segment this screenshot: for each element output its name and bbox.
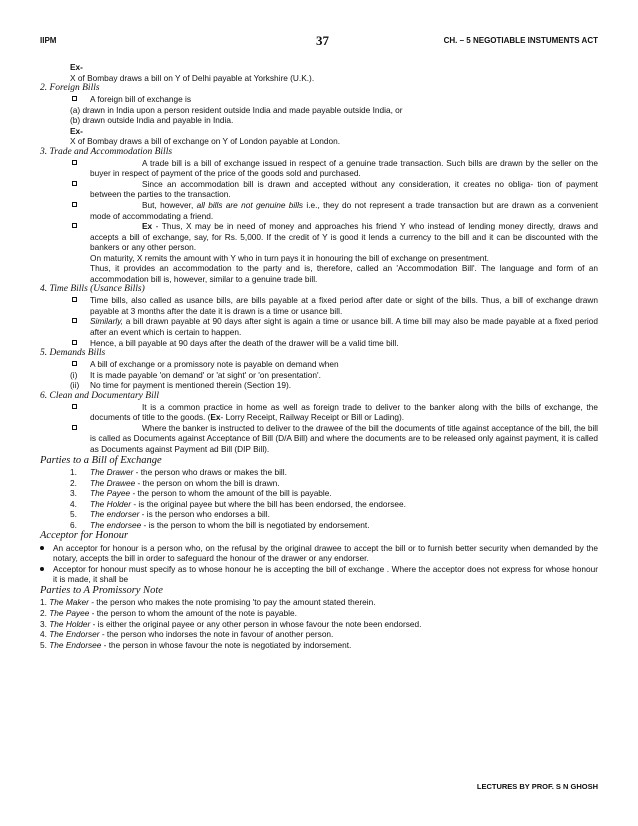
list-term: The Endorser — [49, 629, 100, 640]
section-heading-trade: 3. Trade and Accommodation Bills — [40, 146, 173, 157]
list-number: 5. — [40, 639, 50, 650]
list-text: - is either the original payee or any other person in whose favour the note been endorsed. — [90, 618, 422, 629]
bullet-item — [40, 179, 598, 200]
example-label: Ex — [210, 412, 221, 423]
list-number: (i) — [70, 369, 78, 380]
list-number: (ii) — [70, 380, 80, 391]
list-number: 1. — [70, 467, 77, 477]
list-item — [40, 499, 598, 510]
bullet-text: An acceptor for honour is a person who, on the refusal by the original drawee to accept the bill or to furnish better security when demanded by the notary, accepts the bill in order to safeguard the honour of the drawer or any endorser. — [53, 542, 598, 564]
checkbox-bullet-icon — [72, 404, 77, 409]
list-text: - the person on whom the bill is drawn. — [135, 477, 280, 488]
section-heading-foreign: 2. Foreign Bills — [40, 83, 100, 94]
checkbox-bullet-icon — [72, 202, 77, 207]
list-term: The Holder — [90, 498, 132, 509]
checkbox-bullet-icon — [72, 340, 77, 345]
list-term: The Payee — [49, 608, 90, 619]
bullet-item — [40, 316, 598, 337]
bullet-item — [40, 200, 598, 221]
bullet-text: a bill drawn payable at 90 days after sight is again a time or usance bill. A time bill may also be made payable at a fixed period after an event which is certain to happen. — [90, 316, 598, 338]
list-item — [40, 597, 598, 608]
list-text: - is the person who endorses a bill. — [139, 509, 270, 520]
list-term: The Drawer — [90, 467, 134, 477]
list-item — [40, 509, 598, 520]
paragraph-line: (b) drawn outside India and payable in India. — [70, 115, 234, 126]
checkbox-bullet-icon — [72, 361, 77, 366]
bullet-item — [40, 221, 598, 253]
list-item — [40, 467, 598, 478]
list-text: - the person who indorses the note in favour of another person. — [99, 629, 334, 640]
page-footer: LECTURES BY PROF. S N GHOSH — [476, 782, 598, 791]
page-content — [40, 62, 598, 650]
list-text: - is the person to whom the bill is negotiated by endorsement. — [141, 519, 370, 530]
list-number: 3. — [40, 618, 50, 629]
bullet-item — [40, 158, 598, 179]
bullet-item — [40, 338, 598, 349]
example-label: Ex- — [70, 62, 83, 72]
list-text: - is the original payee but where the bill has been endorsed, the endorsee. — [131, 498, 406, 509]
checkbox-bullet-icon — [72, 181, 77, 186]
bullet-item — [40, 94, 598, 105]
section-heading-time: 4. Time Bills (Usance Bills) — [40, 284, 145, 295]
list-number: 3. — [70, 488, 77, 499]
parties-note-list — [40, 597, 598, 650]
list-text: - the person who makes the note promising 'to pay the amount stated therein. — [88, 597, 376, 608]
bullet-text-pre: It is a common practice in home as well as foreign trade to deliver to the banker along with the bills of exchange, the documents of title to the goods. ( — [90, 401, 598, 423]
section-heading-demand: 5. Demands Bills — [40, 348, 106, 359]
bullet-item — [40, 564, 598, 585]
checkbox-bullet-icon — [72, 223, 77, 228]
bullet-item — [40, 402, 598, 423]
list-term: The endorsee — [90, 519, 142, 530]
example-label: Ex- — [70, 125, 83, 136]
header-left: IIPM — [40, 36, 57, 45]
bullet-text: Time bills, also called as usance bills, are bills payable at a fixed period after date or sight of the bills. Thus, a bill of exchange drawn payable at 3 months after the date it is drawn is a time or usance bill. — [90, 295, 598, 316]
checkbox-bullet-icon — [72, 160, 77, 165]
list-term: The Endorsee — [49, 639, 102, 650]
list-item — [40, 608, 598, 619]
header-chapter: CH. – 5 NEGOTIABLE INSTUMENTS ACT — [443, 36, 598, 45]
section-heading-parties-note: Parties to A Promissory Note — [40, 584, 163, 596]
list-text: - the person to whom the amount of the note is payable. — [89, 608, 297, 619]
section-heading-parties-bill: Parties to a Bill of Exchange — [40, 454, 162, 466]
list-number: 4. — [70, 498, 77, 509]
bullet-text: Hence, a bill payable at 90 days after the death of the drawer will be a valid time bill. — [90, 337, 399, 348]
list-item — [40, 520, 598, 531]
paragraph-line: (a) drawn in India upon a person resident outside India and made payable outside India, or — [70, 104, 403, 115]
checkbox-bullet-icon — [72, 318, 77, 323]
list-item — [40, 629, 598, 640]
list-text: It is made payable 'on demand' or 'at sight' or 'on presentation'. — [90, 369, 321, 380]
paragraph: Thus, it provides an accommodation to the party and is, therefore, called an 'Accommodation Bill'. The language and form of an accommodation bill is, however, similar to a genuine trade bill. — [90, 263, 598, 284]
list-number: 1. — [40, 597, 50, 608]
list-number: 2. — [40, 608, 50, 619]
bullet-text-post: i.e., they do not represent a trade transaction but are drawn as a convenient mode of accommodating a friend. — [90, 200, 599, 221]
list-number: 4. — [40, 629, 50, 640]
bullet-text: Acceptor for honour must specify as to whose honour he is accepting the bill of exchange . Where the acceptor does not express for whose honour it is made, it shall be — [53, 563, 598, 585]
bullet-text-pre: But, however, — [142, 200, 197, 211]
checkbox-bullet-icon — [72, 297, 77, 302]
bullet-item — [40, 295, 598, 316]
bullet-text: A foreign bill of exchange is — [90, 94, 192, 105]
example-text: X of Bombay draws a bill of exchange on Y of London payable at London. — [70, 136, 340, 147]
list-term: The Maker — [49, 597, 89, 608]
list-item — [40, 478, 598, 489]
list-term: The Holder — [49, 618, 91, 629]
list-number: 2. — [70, 477, 77, 488]
bullet-text-italic: Similarly, — [90, 316, 124, 327]
bullet-text: Since an accommodation bill is drawn and accepted without any consideration, it creates no obliga- tion of payment between the parties to the transaction. — [90, 178, 598, 200]
checkbox-bullet-icon — [72, 425, 77, 430]
example-label: Ex — [142, 221, 153, 232]
list-term: The Payee — [90, 488, 131, 499]
bullet-text: A bill of exchange or a promissory note is payable on demand when — [90, 359, 339, 370]
list-item — [40, 488, 598, 499]
dot-bullet-icon — [40, 567, 44, 571]
dot-bullet-icon — [40, 546, 44, 550]
list-term: The Drawee — [90, 477, 136, 488]
bullet-text-post: - Lorry Receipt, Railway Receipt or Bill or Lading). — [220, 412, 405, 423]
bullet-item — [40, 359, 598, 370]
checkbox-bullet-icon — [72, 96, 77, 101]
paragraph: On maturity, X remits the amount with Y who in turn pays it in honouring the bill of exchange on presentment. — [90, 252, 489, 263]
list-text: No time for payment is mentioned therein (Section 19). — [90, 380, 292, 391]
page-number: 37 — [316, 33, 329, 48]
list-term: The endorser — [90, 509, 140, 520]
bullet-text: Where the banker is instructed to deliver to the drawee of the bill the documents of title against acceptance of the bill, the bill is called as Documents against Acceptance of Bill (D/A Bill) and where the documents are to be released only against payment, it is called as Documents against Payment ad Bill (DIP Bill). — [90, 422, 598, 454]
bullet-item — [40, 423, 598, 455]
parties-bill-list — [40, 467, 598, 530]
list-text: - the person in whose favour the note is negotiated by indorsement. — [101, 639, 352, 650]
list-item — [40, 380, 598, 391]
list-item — [40, 370, 598, 381]
bullet-item — [40, 543, 598, 564]
bullet-text: A trade bill is a bill of exchange issued in respect of a genuine trade transaction. Such bills are drawn by the seller on the buyer in respect of payment of the price of the goods sold and purchased. — [90, 157, 598, 179]
list-text: - the person to whom the amount of the bill is payable. — [130, 488, 332, 499]
bullet-text: - Thus, X may be in need of money and approaches his friend Y who instead of lending money directly, draws and accepts a bill of exchange, say, for Rs. 5,000. If the credit of Y is good it lends a currency to the bill and it can be discounted with the bankers or any other person. — [90, 221, 598, 253]
example-text: X of Bombay draws a bill on Y of Delhi payable at Yorkshire (U.K.). — [70, 72, 315, 83]
section-heading-clean: 6. Clean and Documentary Bill — [40, 390, 159, 401]
list-text: - the person who draws or makes the bill. — [133, 467, 287, 477]
list-item — [40, 619, 598, 630]
list-number: 6. — [70, 519, 77, 530]
page-header — [40, 33, 598, 52]
section-heading-acceptor: Acceptor for Honour — [40, 530, 129, 542]
list-number: 5. — [70, 509, 77, 520]
list-item — [40, 640, 598, 651]
bullet-text-italic: all bills are not genuine bills — [196, 200, 304, 211]
